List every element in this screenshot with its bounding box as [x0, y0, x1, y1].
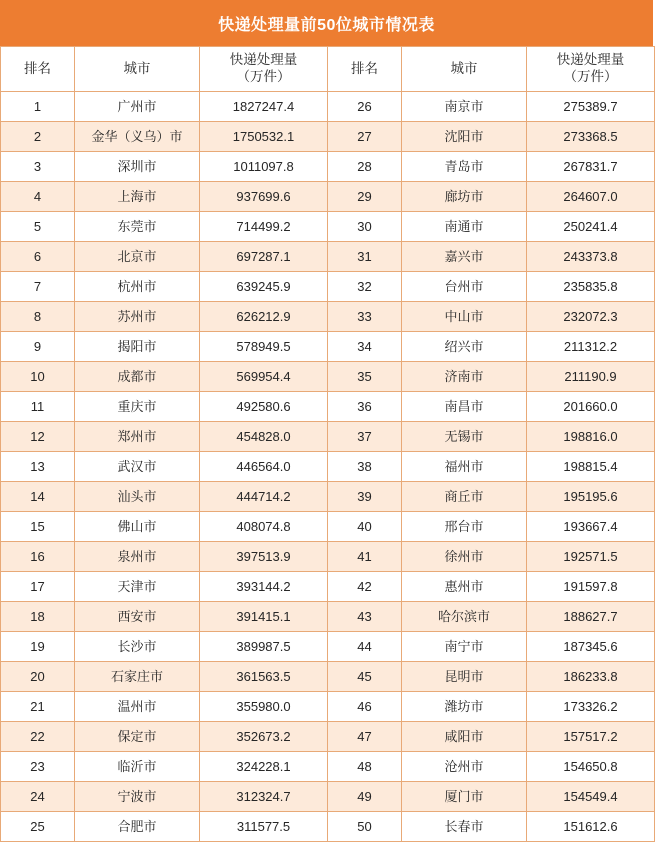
table-row	[1, 692, 655, 722]
cell-left-rank: 25	[1, 812, 75, 842]
cell-right-rank: 45	[328, 662, 402, 692]
cell-right-city: 徐州市	[402, 542, 527, 572]
table-row	[1, 602, 655, 632]
cell-left-city: 东莞市	[75, 212, 200, 242]
cell-left-volume: 391415.1	[200, 602, 328, 632]
express-volume-table	[0, 46, 655, 842]
table-row	[1, 512, 655, 542]
column-header-volume-left-line1: 快递处理量	[229, 52, 298, 68]
cell-left-city: 上海市	[75, 182, 200, 212]
cell-right-rank: 49	[328, 782, 402, 812]
cell-right-rank: 33	[328, 302, 402, 332]
cell-left-rank: 15	[1, 512, 75, 542]
cell-left-volume: 1750532.1	[200, 122, 328, 152]
cell-left-volume: 639245.9	[200, 272, 328, 302]
cell-left-city: 苏州市	[75, 302, 200, 332]
cell-left-rank: 1	[1, 92, 75, 122]
cell-right-rank: 27	[328, 122, 402, 152]
cell-right-city: 青岛市	[402, 152, 527, 182]
cell-left-city: 临沂市	[75, 752, 200, 782]
cell-left-volume: 352673.2	[200, 722, 328, 752]
cell-left-volume: 361563.5	[200, 662, 328, 692]
table-header-row	[1, 47, 655, 92]
cell-right-city: 福州市	[402, 452, 527, 482]
cell-left-rank: 23	[1, 752, 75, 782]
cell-left-volume: 408074.8	[200, 512, 328, 542]
cell-left-city: 天津市	[75, 572, 200, 602]
cell-right-rank: 36	[328, 392, 402, 422]
cell-left-city: 西安市	[75, 602, 200, 632]
cell-left-city: 宁波市	[75, 782, 200, 812]
cell-right-rank: 34	[328, 332, 402, 362]
cell-right-city: 南昌市	[402, 392, 527, 422]
cell-right-rank: 42	[328, 572, 402, 602]
cell-left-city: 深圳市	[75, 152, 200, 182]
cell-left-rank: 14	[1, 482, 75, 512]
cell-left-rank: 18	[1, 602, 75, 632]
cell-right-volume: 154650.8	[527, 752, 655, 782]
cell-right-city: 南通市	[402, 212, 527, 242]
cell-left-city: 合肥市	[75, 812, 200, 842]
cell-left-city: 郑州市	[75, 422, 200, 452]
column-header-city-right: 城市	[402, 47, 527, 92]
cell-left-city: 揭阳市	[75, 332, 200, 362]
cell-right-city: 沧州市	[402, 752, 527, 782]
cell-right-city: 长春市	[402, 812, 527, 842]
column-header-rank-right: 排名	[328, 47, 402, 92]
cell-right-city: 惠州市	[402, 572, 527, 602]
cell-left-rank: 12	[1, 422, 75, 452]
cell-right-rank: 37	[328, 422, 402, 452]
table-row	[1, 92, 655, 122]
cell-left-rank: 4	[1, 182, 75, 212]
table-row	[1, 272, 655, 302]
cell-left-volume: 569954.4	[200, 362, 328, 392]
cell-left-city: 北京市	[75, 242, 200, 272]
table-row	[1, 722, 655, 752]
cell-left-rank: 3	[1, 152, 75, 182]
cell-right-city: 昆明市	[402, 662, 527, 692]
cell-right-rank: 40	[328, 512, 402, 542]
cell-right-rank: 47	[328, 722, 402, 752]
cell-left-volume: 393144.2	[200, 572, 328, 602]
cell-right-city: 沈阳市	[402, 122, 527, 152]
cell-left-rank: 17	[1, 572, 75, 602]
cell-right-rank: 31	[328, 242, 402, 272]
cell-left-rank: 16	[1, 542, 75, 572]
cell-left-rank: 5	[1, 212, 75, 242]
cell-left-city: 石家庄市	[75, 662, 200, 692]
cell-right-volume: 232072.3	[527, 302, 655, 332]
cell-right-volume: 173326.2	[527, 692, 655, 722]
cell-right-rank: 39	[328, 482, 402, 512]
table-row	[1, 302, 655, 332]
cell-right-volume: 154549.4	[527, 782, 655, 812]
cell-right-city: 哈尔滨市	[402, 602, 527, 632]
cell-right-volume: 192571.5	[527, 542, 655, 572]
cell-left-rank: 22	[1, 722, 75, 752]
cell-left-rank: 8	[1, 302, 75, 332]
cell-left-rank: 9	[1, 332, 75, 362]
cell-right-volume: 187345.6	[527, 632, 655, 662]
cell-right-volume: 198815.4	[527, 452, 655, 482]
cell-left-volume: 444714.2	[200, 482, 328, 512]
column-header-rank-left: 排名	[1, 47, 75, 92]
cell-left-volume: 492580.6	[200, 392, 328, 422]
cell-right-volume: 151612.6	[527, 812, 655, 842]
table-row	[1, 242, 655, 272]
column-header-volume-left	[200, 47, 328, 92]
table-row	[1, 572, 655, 602]
cell-right-volume: 211190.9	[527, 362, 655, 392]
cell-left-city: 泉州市	[75, 542, 200, 572]
cell-left-volume: 446564.0	[200, 452, 328, 482]
cell-right-volume: 193667.4	[527, 512, 655, 542]
cell-left-city: 温州市	[75, 692, 200, 722]
cell-left-volume: 312324.7	[200, 782, 328, 812]
cell-left-volume: 454828.0	[200, 422, 328, 452]
cell-left-city: 长沙市	[75, 632, 200, 662]
cell-right-city: 南京市	[402, 92, 527, 122]
cell-right-city: 廊坊市	[402, 182, 527, 212]
cell-right-volume: 195195.6	[527, 482, 655, 512]
cell-right-volume: 243373.8	[527, 242, 655, 272]
cell-left-rank: 20	[1, 662, 75, 692]
cell-right-city: 南宁市	[402, 632, 527, 662]
cell-right-rank: 28	[328, 152, 402, 182]
cell-right-rank: 48	[328, 752, 402, 782]
cell-left-rank: 21	[1, 692, 75, 722]
cell-right-volume: 201660.0	[527, 392, 655, 422]
cell-left-city: 杭州市	[75, 272, 200, 302]
cell-left-rank: 6	[1, 242, 75, 272]
cell-left-volume: 324228.1	[200, 752, 328, 782]
table-row	[1, 362, 655, 392]
cell-right-rank: 41	[328, 542, 402, 572]
cell-right-rank: 29	[328, 182, 402, 212]
cell-right-city: 厦门市	[402, 782, 527, 812]
table-row	[1, 332, 655, 362]
cell-right-city: 嘉兴市	[402, 242, 527, 272]
cell-right-volume: 191597.8	[527, 572, 655, 602]
cell-left-city: 广州市	[75, 92, 200, 122]
column-header-volume-left-line2: （万件）	[236, 69, 291, 84]
table-row	[1, 482, 655, 512]
cell-left-volume: 697287.1	[200, 242, 328, 272]
cell-left-rank: 13	[1, 452, 75, 482]
cell-right-city: 中山市	[402, 302, 527, 332]
table-title-bar	[0, 0, 653, 46]
cell-left-rank: 7	[1, 272, 75, 302]
cell-right-volume: 250241.4	[527, 212, 655, 242]
cell-right-volume: 157517.2	[527, 722, 655, 752]
column-header-volume-right-line2: （万件）	[563, 69, 618, 84]
cell-right-rank: 50	[328, 812, 402, 842]
cell-left-volume: 937699.6	[200, 182, 328, 212]
cell-left-rank: 10	[1, 362, 75, 392]
cell-left-rank: 19	[1, 632, 75, 662]
cell-left-volume: 389987.5	[200, 632, 328, 662]
cell-right-volume: 211312.2	[527, 332, 655, 362]
cell-right-city: 济南市	[402, 362, 527, 392]
cell-right-city: 邢台市	[402, 512, 527, 542]
page-title: 快递处理量前50位城市情况表	[218, 16, 435, 34]
cell-left-city: 保定市	[75, 722, 200, 752]
cell-left-city: 佛山市	[75, 512, 200, 542]
cell-right-volume: 267831.7	[527, 152, 655, 182]
cell-right-volume: 188627.7	[527, 602, 655, 632]
cell-right-rank: 46	[328, 692, 402, 722]
cell-right-volume: 273368.5	[527, 122, 655, 152]
cell-left-rank: 24	[1, 782, 75, 812]
cell-right-city: 绍兴市	[402, 332, 527, 362]
cell-left-city: 重庆市	[75, 392, 200, 422]
cell-right-rank: 35	[328, 362, 402, 392]
table-row	[1, 752, 655, 782]
table-row	[1, 182, 655, 212]
cell-right-city: 咸阳市	[402, 722, 527, 752]
cell-right-rank: 30	[328, 212, 402, 242]
table-row	[1, 152, 655, 182]
cell-left-rank: 11	[1, 392, 75, 422]
cell-right-city: 台州市	[402, 272, 527, 302]
table-row	[1, 422, 655, 452]
cell-right-rank: 32	[328, 272, 402, 302]
table-row	[1, 812, 655, 842]
cell-right-volume: 235835.8	[527, 272, 655, 302]
table-row	[1, 452, 655, 482]
cell-left-city: 金华（义乌）市	[75, 122, 200, 152]
table-row	[1, 542, 655, 572]
cell-right-city: 潍坊市	[402, 692, 527, 722]
cell-left-rank: 2	[1, 122, 75, 152]
cell-left-volume: 578949.5	[200, 332, 328, 362]
cell-left-volume: 397513.9	[200, 542, 328, 572]
cell-right-rank: 26	[328, 92, 402, 122]
cell-left-volume: 626212.9	[200, 302, 328, 332]
cell-left-volume: 311577.5	[200, 812, 328, 842]
cell-right-rank: 38	[328, 452, 402, 482]
cell-right-volume: 198816.0	[527, 422, 655, 452]
table-row	[1, 122, 655, 152]
cell-right-city: 商丘市	[402, 482, 527, 512]
cell-left-volume: 1827247.4	[200, 92, 328, 122]
table-body	[1, 92, 655, 842]
table-row	[1, 392, 655, 422]
cell-left-city: 汕头市	[75, 482, 200, 512]
table-row	[1, 662, 655, 692]
cell-left-volume: 1011097.8	[200, 152, 328, 182]
column-header-volume-right	[527, 47, 655, 92]
column-header-city-left: 城市	[75, 47, 200, 92]
cell-right-volume: 264607.0	[527, 182, 655, 212]
column-header-volume-right-line1: 快递处理量	[556, 52, 625, 68]
cell-left-city: 武汉市	[75, 452, 200, 482]
cell-right-rank: 44	[328, 632, 402, 662]
cell-right-city: 无锡市	[402, 422, 527, 452]
cell-right-volume: 275389.7	[527, 92, 655, 122]
cell-left-volume: 714499.2	[200, 212, 328, 242]
table-row	[1, 632, 655, 662]
cell-left-volume: 355980.0	[200, 692, 328, 722]
cell-right-rank: 43	[328, 602, 402, 632]
cell-left-city: 成都市	[75, 362, 200, 392]
cell-right-volume: 186233.8	[527, 662, 655, 692]
table-row	[1, 212, 655, 242]
table-header	[1, 47, 655, 92]
table-row	[1, 782, 655, 812]
